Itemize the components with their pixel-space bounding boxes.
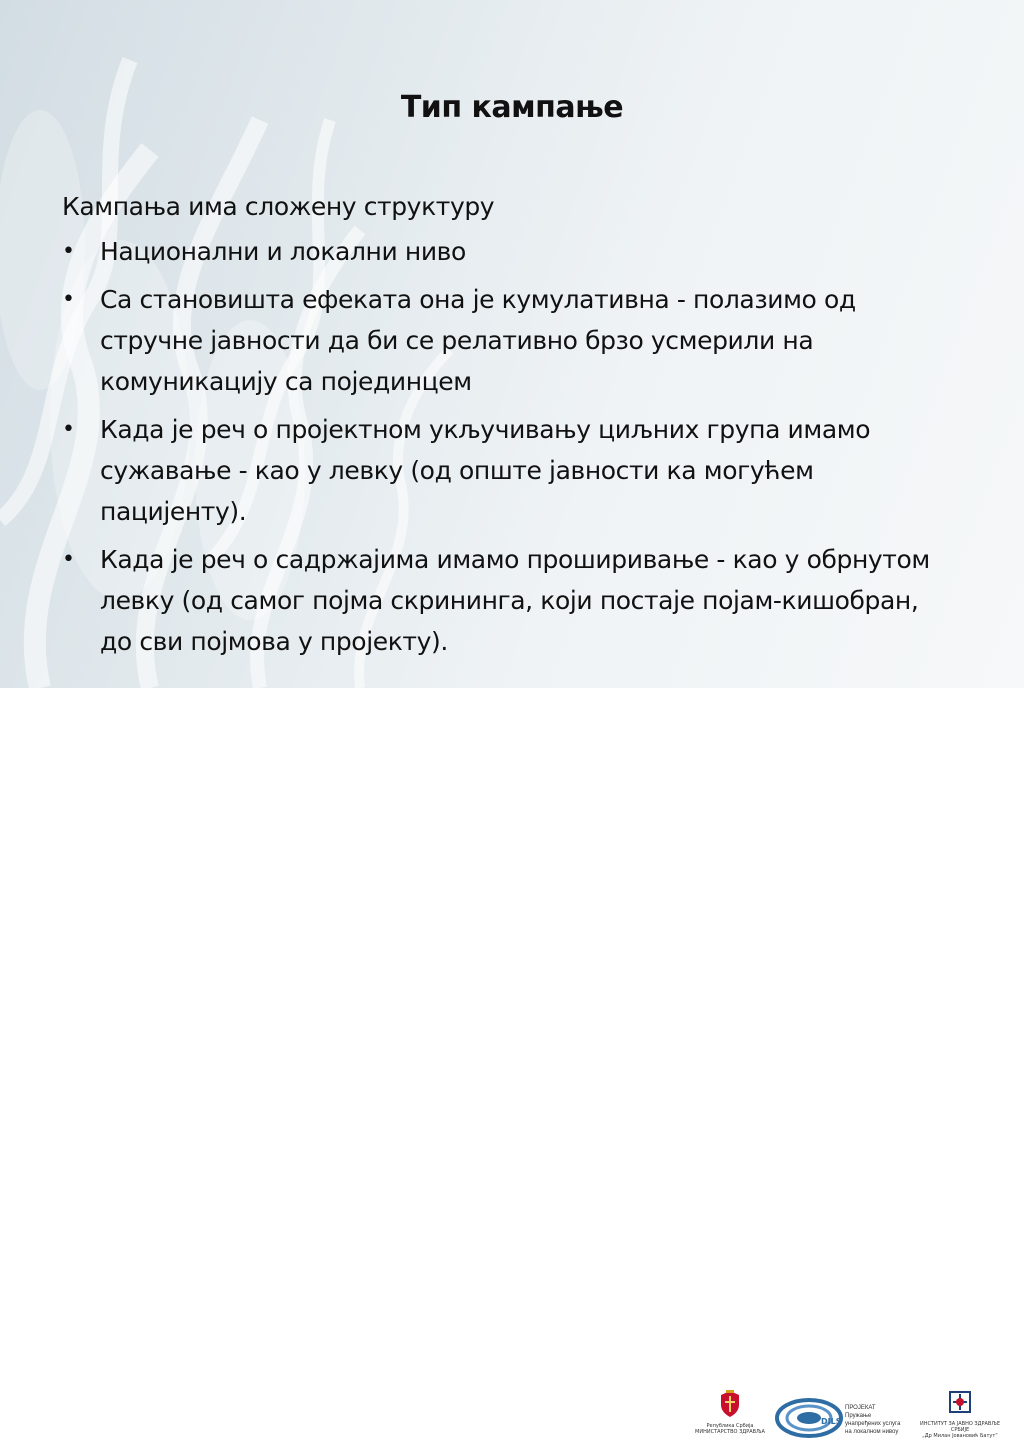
bullet-item	[62, 409, 952, 532]
bullet-list	[62, 231, 952, 662]
bullet-text: Када је реч о садржајима имамо проширивање - као у обрнутом левку (од самог појма скрининга, који постаје појам-кишобран, до сви појмова у пројекту).	[100, 545, 930, 656]
ministry-line-2: МИНИСТАРСТВО ЗДРАВЉА	[695, 1429, 765, 1435]
intro-text: Кампања има сложену структуру	[62, 192, 495, 221]
footer-logos	[0, 688, 1024, 1439]
bullet-icon: •	[62, 287, 75, 312]
bullet-item	[62, 279, 952, 402]
bullet-item	[62, 539, 952, 662]
ministry-of-health-logo	[690, 1390, 770, 1440]
institute-emblem-icon	[948, 1390, 972, 1416]
bullet-text: Национални и локални ниво	[100, 237, 466, 266]
bullet-text: Када је реч о пројектном укључивању циљних група имамо сужавање - као у левку (од опште јавности ка могућем пацијенту).	[100, 415, 871, 526]
slide-body	[62, 186, 952, 669]
dils-line-3: унапређених услуга	[845, 1421, 901, 1427]
bullet-text: Са становишта ефеката она је кумулативна - полазимо од стручне јавности да би се релативно брзо усмерили на комуникацију са појединцем	[100, 285, 856, 396]
public-health-institute-logo	[920, 1390, 1000, 1440]
dils-swirl-icon	[775, 1396, 847, 1440]
dils-line-1: ПРОЈЕКАТ	[845, 1405, 876, 1411]
dils-caption	[845, 1404, 900, 1436]
bullet-icon: •	[62, 547, 75, 572]
dils-project-logo	[775, 1396, 935, 1440]
serbian-coat-of-arms-icon	[717, 1390, 743, 1418]
ministry-line-1: Република Србија	[706, 1423, 754, 1429]
dils-line-2: Пружање	[845, 1413, 872, 1419]
slide-canvas	[0, 0, 1024, 688]
dils-badge-text: DILS	[821, 1417, 842, 1426]
slide-title: Тип кампање	[400, 90, 624, 125]
institute-line-1: ИНСТИТУТ ЗА ЈАВНО ЗДРАВЉЕ СРБИЈЕ	[920, 1421, 1000, 1433]
dils-line-4: на локалном нивоу	[845, 1429, 899, 1435]
bullet-icon: •	[62, 239, 75, 264]
institute-line-2: „Др Милан Јовановић Батут“	[922, 1433, 998, 1439]
bullet-icon: •	[62, 417, 75, 442]
bullet-item	[62, 231, 952, 272]
